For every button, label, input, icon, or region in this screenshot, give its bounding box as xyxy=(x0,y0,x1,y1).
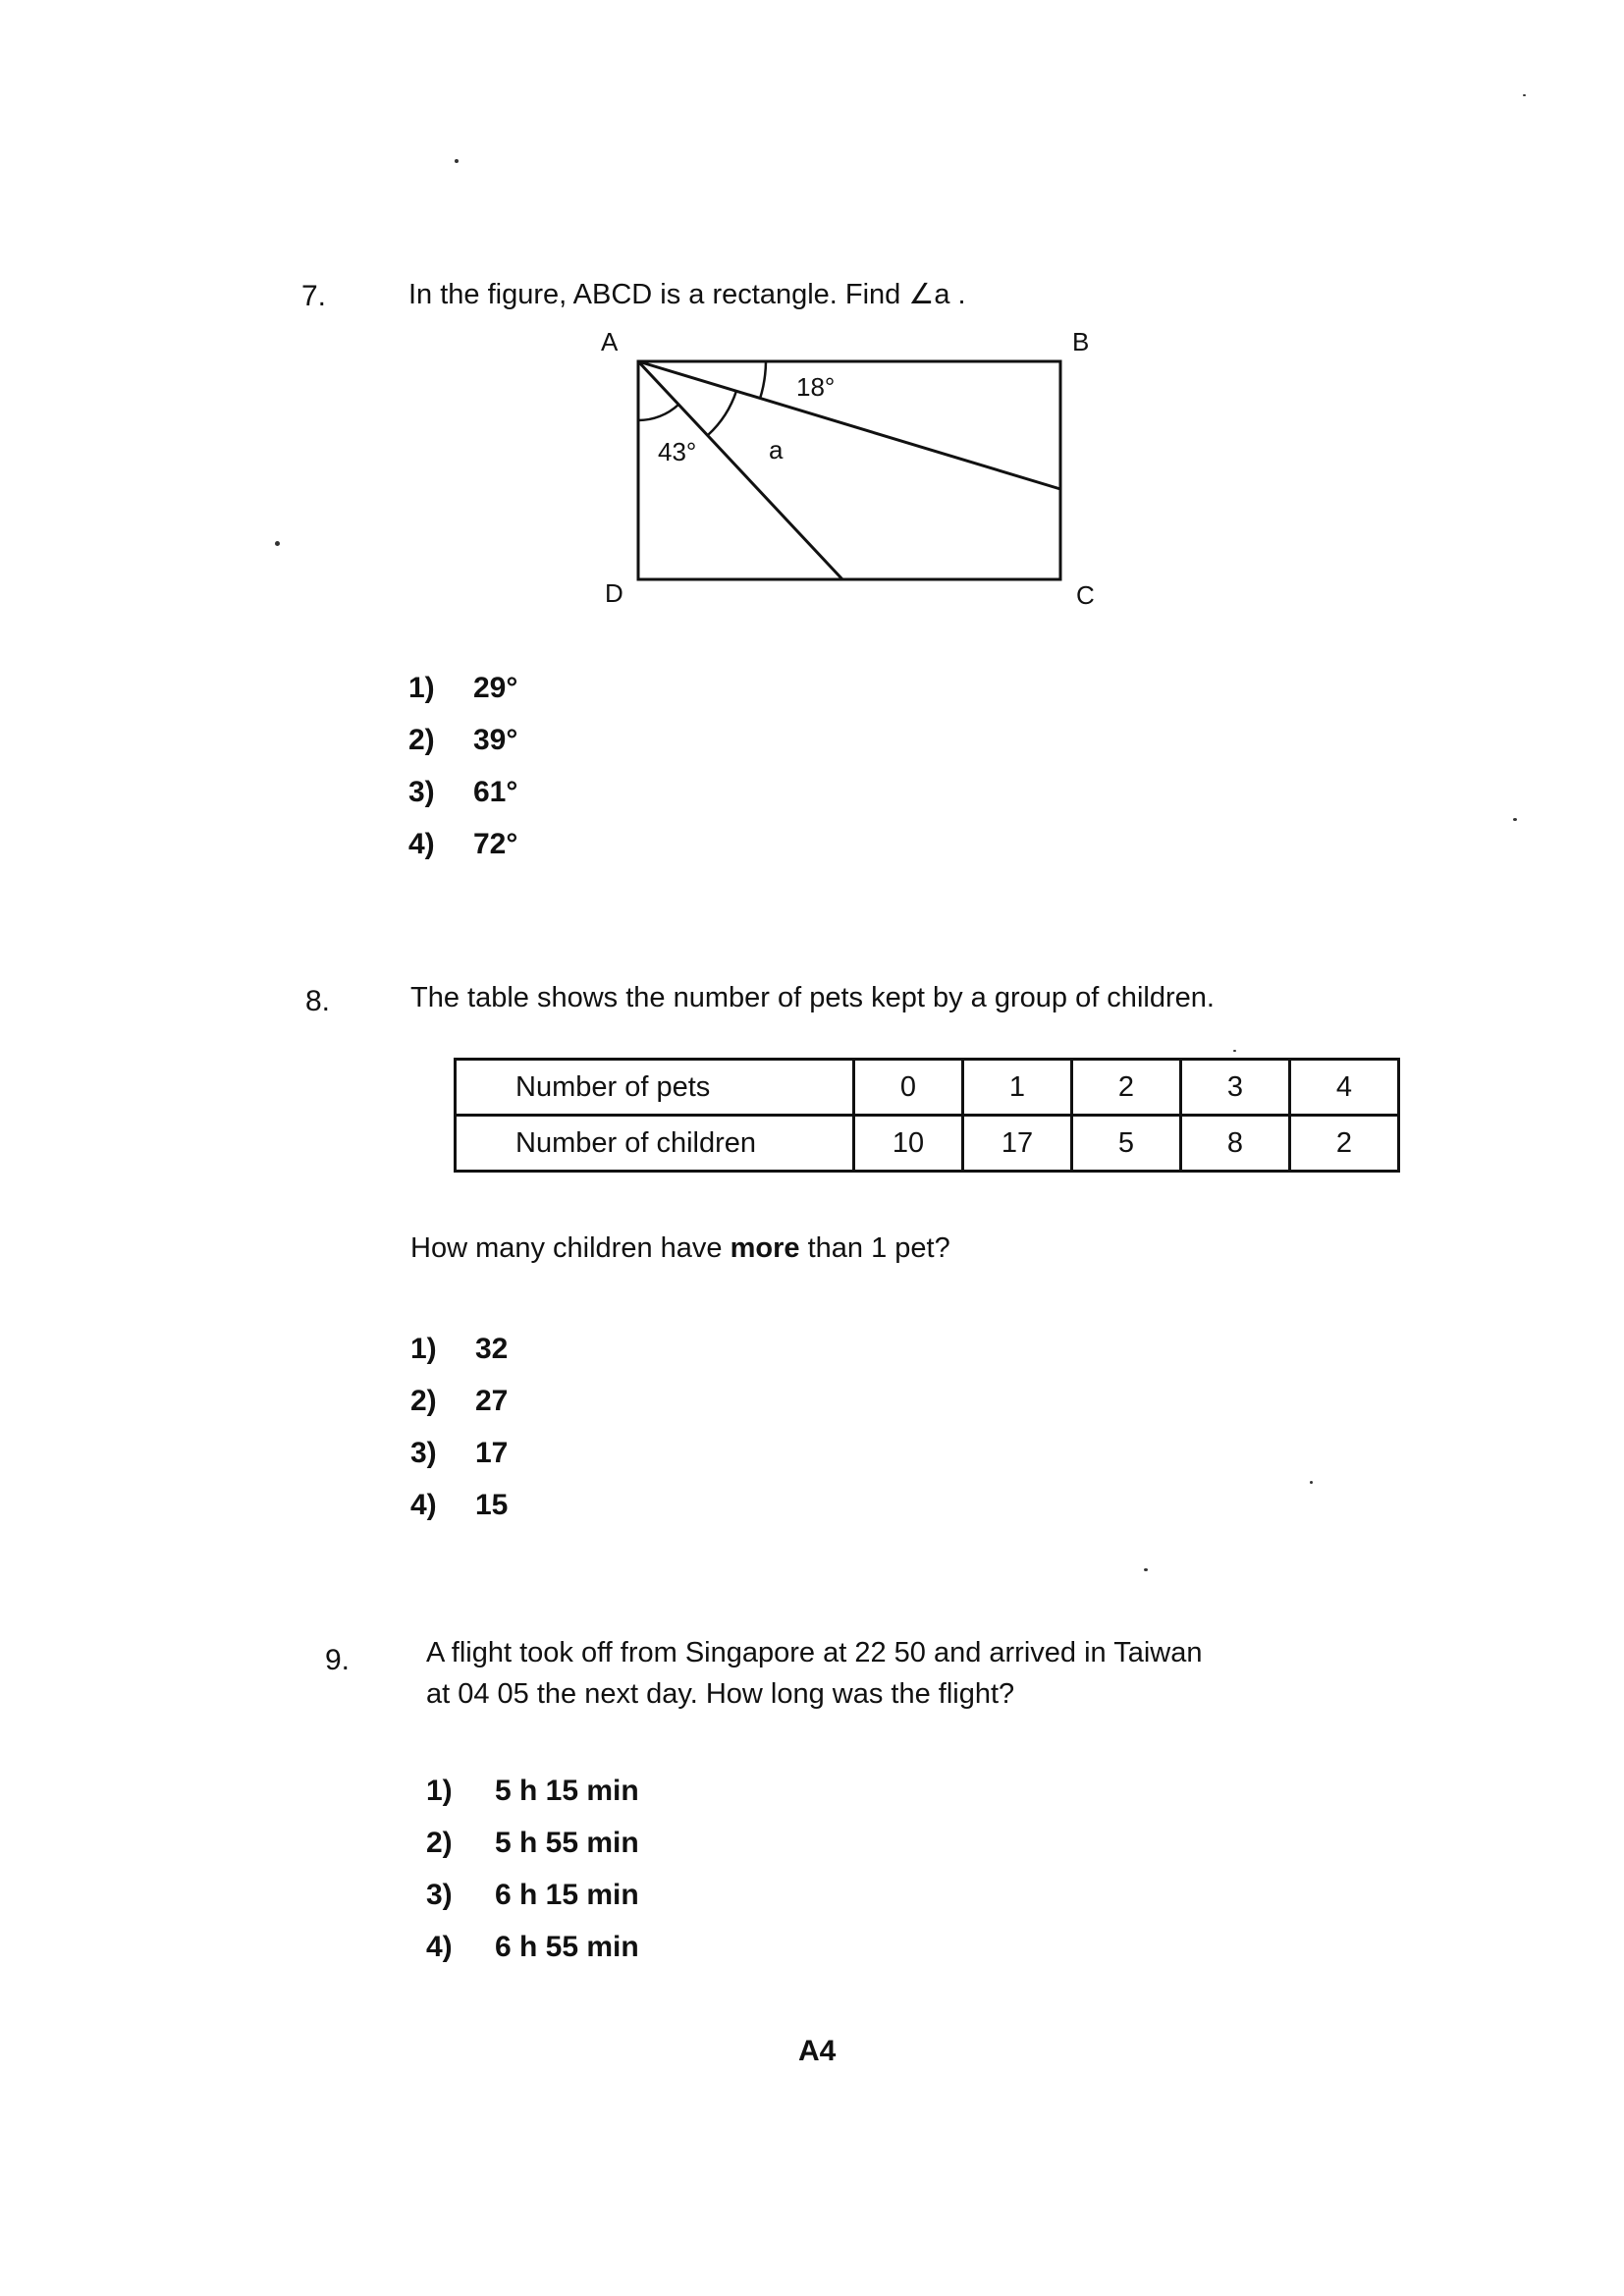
table-row-label: Number of pets xyxy=(456,1060,854,1116)
followup-text-start: How many children have xyxy=(410,1232,731,1264)
question-7-text: In the figure, ABCD is a rectangle. Find ∠a . xyxy=(408,279,966,310)
option-item[interactable] xyxy=(410,1479,508,1531)
option-text: 15 xyxy=(475,1489,509,1521)
question-9-number: 9. xyxy=(325,1644,351,1676)
option-number: 4) xyxy=(408,828,435,860)
option-text: 29° xyxy=(473,672,518,704)
option-text: 32 xyxy=(475,1333,509,1365)
option-number: 2) xyxy=(426,1827,453,1859)
followup-text-end: than 1 pet? xyxy=(799,1232,950,1264)
option-text: 72° xyxy=(473,828,518,860)
option-number: 4) xyxy=(426,1931,453,1963)
table-cell: 3 xyxy=(1181,1060,1290,1116)
table-cell: 8 xyxy=(1181,1116,1290,1172)
scan-speck xyxy=(1523,94,1526,96)
option-item[interactable] xyxy=(408,662,517,714)
question-8-followup xyxy=(410,1228,950,1269)
option-number: 1) xyxy=(426,1775,453,1807)
table-row xyxy=(456,1060,1399,1116)
vertex-label-b: B xyxy=(1072,327,1090,356)
question-8-number: 8. xyxy=(305,985,331,1017)
option-item[interactable] xyxy=(408,818,517,870)
table-cell: 1 xyxy=(963,1060,1072,1116)
arc-43 xyxy=(638,405,678,420)
scan-speck xyxy=(455,159,459,163)
option-text: 61° xyxy=(473,776,518,808)
option-text: 17 xyxy=(475,1437,509,1469)
option-item[interactable] xyxy=(410,1375,508,1427)
rectangle-figure xyxy=(579,324,1110,619)
table-cell: 2 xyxy=(1290,1116,1399,1172)
table-cell: 4 xyxy=(1290,1060,1399,1116)
question-7-number: 7. xyxy=(301,280,327,312)
option-item[interactable] xyxy=(426,1869,639,1921)
table-cell: 10 xyxy=(854,1116,963,1172)
arc-a xyxy=(708,391,736,435)
option-item[interactable] xyxy=(408,766,517,818)
question-9-line-1: A flight took off from Singapore at 22 50 and arrived in Taiwan xyxy=(426,1637,1203,1668)
option-text: 39° xyxy=(473,724,518,756)
table-cell: 17 xyxy=(963,1116,1072,1172)
question-9-line-2: at 04 05 the next day. How long was the flight? xyxy=(426,1678,1015,1710)
question-8-options xyxy=(410,1323,508,1531)
option-item[interactable] xyxy=(410,1323,508,1375)
option-number: 3) xyxy=(426,1879,453,1911)
option-number: 1) xyxy=(408,672,435,704)
option-text: 6 h 15 min xyxy=(495,1879,639,1911)
scan-speck xyxy=(1513,818,1517,821)
option-text: 5 h 15 min xyxy=(495,1775,639,1807)
option-text: 6 h 55 min xyxy=(495,1931,639,1963)
option-item[interactable] xyxy=(426,1921,639,1973)
option-item[interactable] xyxy=(426,1765,639,1817)
option-number: 4) xyxy=(410,1489,437,1521)
question-7-options xyxy=(408,662,517,870)
angle-label-43: 43° xyxy=(658,437,697,466)
option-item[interactable] xyxy=(426,1817,639,1869)
table-cell: 5 xyxy=(1072,1116,1181,1172)
question-9-text xyxy=(426,1632,1202,1715)
table-row-label: Number of children xyxy=(456,1116,854,1172)
option-number: 3) xyxy=(410,1437,437,1469)
scan-speck xyxy=(1233,1050,1236,1052)
line-a-to-bc xyxy=(638,361,1060,489)
option-item[interactable] xyxy=(408,714,517,766)
arc-18 xyxy=(760,361,766,399)
vertex-label-d: D xyxy=(605,578,623,608)
pets-table xyxy=(454,1058,1400,1173)
option-text: 5 h 55 min xyxy=(495,1827,639,1859)
table-cell: 2 xyxy=(1072,1060,1181,1116)
followup-emphasis: more xyxy=(730,1232,800,1264)
option-item[interactable] xyxy=(410,1427,508,1479)
option-number: 1) xyxy=(410,1333,437,1365)
question-8-text: The table shows the number of pets kept by a group of children. xyxy=(410,982,1215,1013)
angle-label-a: a xyxy=(769,435,784,465)
scan-speck xyxy=(1144,1568,1148,1571)
vertex-label-c: C xyxy=(1076,580,1095,610)
option-text: 27 xyxy=(475,1385,509,1417)
table-cell: 0 xyxy=(854,1060,963,1116)
scan-speck xyxy=(275,541,280,546)
question-9-options xyxy=(426,1765,639,1973)
scan-speck xyxy=(1310,1481,1313,1484)
page-number: A4 xyxy=(798,2035,837,2067)
option-number: 3) xyxy=(408,776,435,808)
vertex-label-a: A xyxy=(601,327,619,356)
option-number: 2) xyxy=(410,1385,437,1417)
table-row xyxy=(456,1116,1399,1172)
option-number: 2) xyxy=(408,724,435,756)
angle-label-18: 18° xyxy=(796,372,836,402)
